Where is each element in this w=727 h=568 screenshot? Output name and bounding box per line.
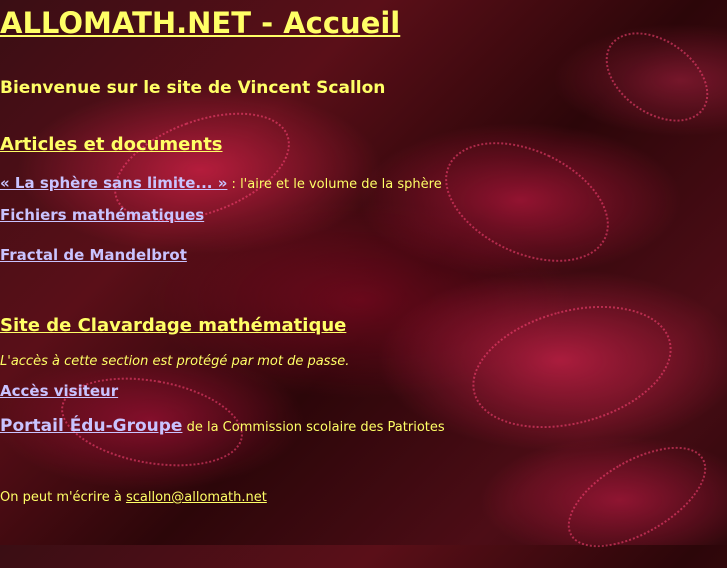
welcome-text: Bienvenue sur le site de Vincent Scallon [0,78,386,98]
sphere-article-link[interactable]: « La sphère sans limite... » [0,174,228,192]
email-link[interactable]: scallon@allomath.net [125,490,267,505]
articles-heading: Articles et documents [0,134,223,155]
sphere-description: : l'aire et le volume de la sphère [227,177,442,192]
chat-notice-line [0,351,727,369]
math-files-link[interactable]: Fichiers mathématiques [0,206,205,224]
page-title: ALLOMATH.NET - Accueil [0,6,401,40]
visitor-line [0,382,727,400]
chat-heading: Site de Clavardage mathématique [0,315,347,336]
edu-groupe-portal-link[interactable]: Portail Édu-Groupe [0,416,183,436]
sphere-line [0,174,727,192]
portal-description: de la Commission scolaire des Patriotes [182,420,445,435]
files-line [0,206,727,224]
portal-line [0,416,727,436]
password-notice: L'accès à cette section est protégé par mot de passe. [0,354,350,369]
footer-prefix: On peut m'écrire à [0,490,126,505]
footer-line [0,487,727,505]
mandelbrot-link[interactable]: Fractal de Mandelbrot [0,246,187,264]
fractal-line [0,246,727,264]
visitor-access-link[interactable]: Accès visiteur [0,382,119,400]
